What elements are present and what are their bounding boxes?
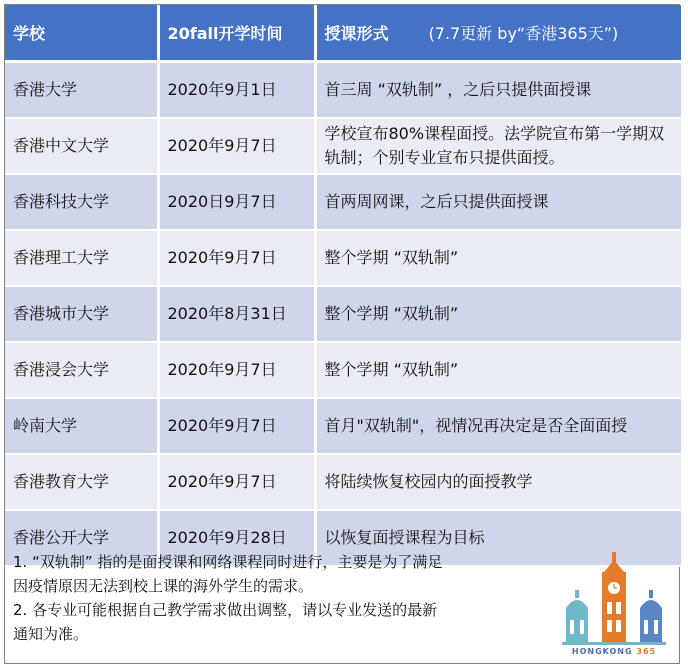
cell-start-date: 2020年9月7日 (158, 118, 315, 174)
cell-teaching-mode: 首三周 “双轨制” ，之后只提供面授课 (315, 61, 681, 118)
header-teaching-mode-label: 授课形式 (324, 23, 389, 43)
cell-school: 岭南大学 (5, 398, 158, 454)
footnote-line: 因疫情原因无法到校上课的海外学生的需求。 (13, 577, 314, 595)
cell-school: 香港中文大学 (5, 118, 158, 174)
cell-school: 香港城市大学 (5, 286, 158, 342)
cell-teaching-mode: 整个学期 “双轨制” (315, 342, 681, 398)
cell-start-date: 2020年8月31日 (158, 286, 315, 342)
cell-teaching-mode: 整个学期 “双轨制” (315, 286, 681, 342)
cell-start-date: 2020年9月28日 (158, 510, 315, 566)
footnote-line: 1. “双轨制” 指的是面授课和网络课程同时进行，主要是为了满足 (13, 553, 443, 571)
cell-start-date: 2020年9月7日 (158, 342, 315, 398)
cell-start-date: 2020年9月1日 (158, 61, 315, 118)
table-row (5, 342, 681, 398)
footnote-line: 2. 各专业可能根据自己教学需求做出调整，请以专业发送的最新 (13, 601, 438, 619)
cell-start-date: 2020年9月7日 (158, 230, 315, 286)
cell-school: 香港科技大学 (5, 174, 158, 230)
cell-teaching-mode: 整个学期 “双轨制” (315, 230, 681, 286)
cell-school: 香港教育大学 (5, 454, 158, 510)
cell-teaching-mode: 首月"双轨制"，视情况再决定是否全面面授 (315, 398, 681, 454)
footnotes (13, 550, 543, 646)
logo-number: 365 (636, 647, 657, 656)
table-row (5, 454, 681, 510)
cell-school: 香港大学 (5, 61, 158, 118)
table-header-row (5, 5, 681, 61)
cell-start-date: 2020日9月7日 (158, 174, 315, 230)
cell-school: 香港公开大学 (5, 510, 158, 566)
university-schedule-table (5, 5, 681, 567)
header-school: 学校 (5, 5, 158, 61)
table-row (5, 174, 681, 230)
footnote-line: 通知为准。 (13, 625, 89, 643)
logo-text: HONGKONG (571, 647, 633, 656)
cell-school: 香港浸会大学 (5, 342, 158, 398)
table-row (5, 398, 681, 454)
hongkong365-logo-icon (560, 550, 670, 660)
cell-teaching-mode: 首两周网课，之后只提供面授课 (315, 174, 681, 230)
cell-teaching-mode: 以恢复面授课程为目标 (315, 510, 681, 566)
logo-wordmark (558, 647, 670, 656)
table-row (5, 118, 681, 174)
cell-school: 香港理工大学 (5, 230, 158, 286)
header-update-note: (7.7更新 by“香港365天”) (428, 23, 619, 43)
cell-start-date: 2020年9月7日 (158, 398, 315, 454)
cell-teaching-mode: 将陆续恢复校园内的面授教学 (315, 454, 681, 510)
cell-teaching-mode: 学校宣布80%课程面授。法学院宣布第一学期双轨制；个别专业宣布只提供面授。 (315, 118, 681, 174)
table-row (5, 286, 681, 342)
cell-start-date: 2020年9月7日 (158, 454, 315, 510)
header-start-date: 20fall开学时间 (158, 5, 315, 61)
header-teaching-mode (315, 5, 681, 61)
table-row (5, 61, 681, 118)
table-row (5, 230, 681, 286)
info-table-frame (4, 4, 680, 664)
